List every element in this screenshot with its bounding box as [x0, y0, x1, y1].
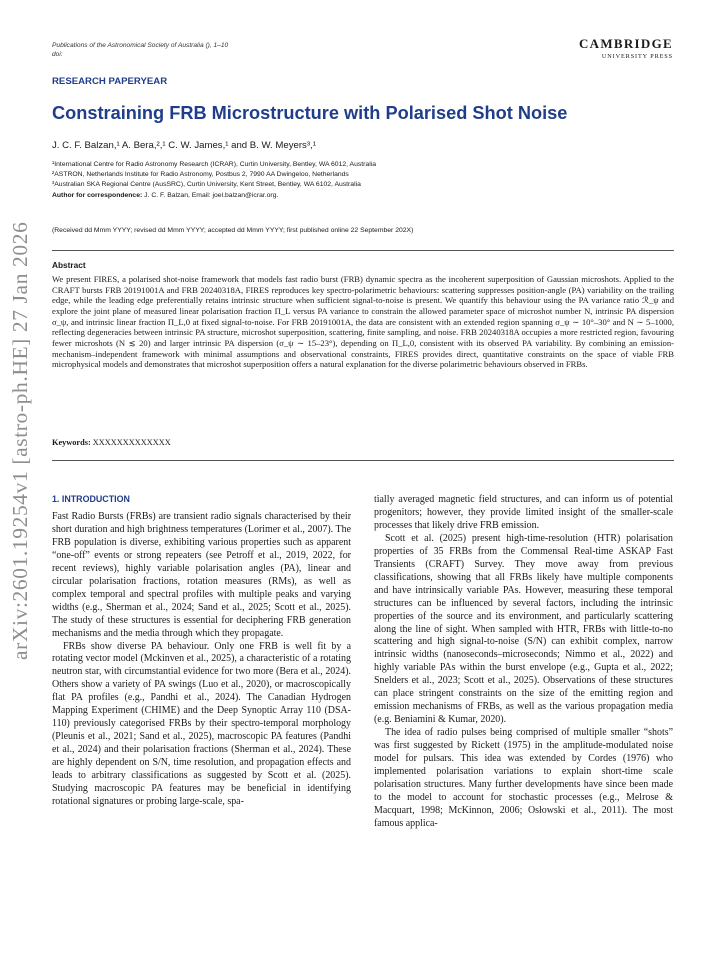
paragraph: Fast Radio Bursts (FRBs) are transient radio signals characterised by their short duration and high brightness temperatures (Lorimer et al., 2007). The FRB population is diverse, exhibiting various properties such as apparent “one-off” events or strong repeaters (see Petroff et al., 2019, 2022, for recent reviews), highly variable polarisation angles (PA), linear and circular polarisation fractions, rotation measures (RMs), as well as complex temporal and spectral profiles with multiple peaks and varying widths (e.g., Sherman et al., 2024; Sand et al., 2025; Scott et al., 2025). The study of these structures is essential for deciphering FRB generation mechanisms and the media through which they propagate. [52, 511, 351, 639]
affiliations [52, 160, 376, 201]
affiliation-3: ³Australian SKA Regional Centre (AusSRC), Curtin University, Kent Street, Bentley, WA 6102, Australia [52, 181, 361, 189]
paragraph: tially averaged magnetic field structures, and can inform us of potential progenitors; however, they provide limited insight of the smaller-scale processes that likely drive FRB emission. [374, 494, 673, 531]
doi-line: doi: [52, 50, 63, 58]
publisher-logo [579, 36, 673, 60]
keywords-value: XXXXXXXXXXXXX [92, 438, 171, 447]
correspondence-label: Author for correspondence: [52, 191, 143, 199]
correspondence-text: J. C. F. Balzan, Email: joel.balzan@icrar.org. [142, 191, 279, 199]
publisher-logo-main: CAMBRIDGE [578, 36, 673, 51]
divider-top [52, 250, 674, 251]
keywords-label: Keywords: [52, 438, 91, 447]
paragraph: Scott et al. (2025) present high-time-resolution (HTR) polarisation properties of 35 FRBs from the Commensal Real-time ASKAP Fast Transients (CRAFT) Survey. They move away from previous classifications, showing that all FRBs likely have multiple components and have intrinsically variable PAs. However, measuring these temporal structures can be influenced by several factors, including the intrinsic properties of the source and its environment, and particularly scattering along the line of sight. When sampled with HTR, FRBs with little-to-no scattering and high signal-to-noise (S/N) can exhibit complex, narrow intrinsic widths (nanoseconds–microseconds; Nimmo et al., 2022) and highly variable PAs within the burst envelope (e.g., Gupta et al., 2022; Snelders et al., 2023; Scott et al., 2025). Observations of these structures can place stringent constraints on the size of the emitting region and emission mechanisms of FRBs, as well as the various propagation media (e.g. Beniamini & Kumar, 2020). [374, 532, 673, 726]
publisher-logo-sub: UNIVERSITY PRESS [601, 53, 673, 60]
affiliation-2: ²ASTRON, Netherlands Institute for Radio Astronomy, Postbus 2, 7990 AA Dwingeloo, Netherlands [52, 171, 349, 179]
paragraph: The idea of radio pulses being comprised of multiple smaller “shots” was first suggested by Rickett (1975) in the amplitude-modulated noise model for pulsars. This idea was extended by Cordes (1976) who implemented polarisation variations to explain short-time scale polarisation structures. Many further developments have since been made to the model to account for stochastic processes (e.g., Melrose & Macquart, 1998; McKinnon, 2006; Osłowski et al., 2011). The most famous applica- [374, 727, 673, 829]
arxiv-stamp: arXiv:2601.19254v1 [astro-ph.HE] 27 Jan 2026 [8, 221, 32, 660]
section-heading: 1. INTRODUCTION [52, 494, 130, 504]
author-list: J. C. F. Balzan,¹ A. Bera,²,¹ C. W. James,¹ and B. W. Meyers³,¹ [52, 140, 316, 151]
right-column [374, 494, 673, 831]
abstract-text: We present FIRES, a polarised shot-noise framework that models fast radio burst (FRB) dynamic spectra as the incoherent superposition of Gaussian microshots. Applied to the CRAFT bursts FRB 20191001A and FRB 20240318A, FIRES reproduces key spectro-polarimetric behaviours: scattering suppresses position-angle (PA) variability on the trailing edge, while the leading edge preferentially retains intrinsic structure when sufficient signal-to-noise is present. We quantify this behaviour using the PA variance ratio ℛ_ψ and explore the joint plane of measured linear polarisation fraction Π_L versus PA variance to constrain the allowed parameter space of microshot number N, intrinsic PA dispersion σ_ψ, and intrinsic linear fraction Π_L,0 at fixed signal-to-noise. For FRB 20191001A, the data are consistent with an extended region spanning σ_ψ ∼ 10°–30° and N ∼ 5–1000, reflecting degeneracies between intrinsic PA structure, microshot superposition, scattering, finite sampling, and noise. FRB 20240318A occupies a more restricted region, favouring fewer microshots (N ≲ 20) and larger intrinsic PA dispersion (σ_ψ ∼ 15–23°), depending on Π_L,0, consistent with its observed PA variability. By combining an emission-mechanism–independent framework with minimal assumptions and observational constraints, FIRES provides direct, quantitative constraints on the space of viable FRB microphysical models and demonstrates that microshot superposition offers a natural explanation for the diverse polarimetric behaviours observed in FRBs. [52, 274, 674, 370]
received-dates: (Received dd Mmm YYYY; revised dd Mmm YYYY; accepted dd Mmm YYYY; first published online 22 September 202X) [52, 227, 414, 234]
paper-type: RESEARCH PAPERYEAR [52, 76, 168, 87]
paragraph: FRBs show diverse PA behaviour. Only one FRB is well fit by a rotating vector model (Mckinven et al., 2025), a characteristic of a rotating neutron star, with circumstantial evidence for two more (Bera et al., 2024). Others show a variety of PA swings (Luo et al., 2020), or macroscopically flat PA profiles (e.g., Pandhi et al., 2024). The Canadian Hydrogen Mapping Experiment (CHIME) and the Deep Synoptic Array 110 (DSA-110) previously categorised FRBs by their spectro-temporal morphology (Pleunis et al., 2021; Sand et al., 2025), macroscopic PA features (Pandhi et al., 2024) and their polarisation fractions (Sherman et al., 2024). These are highly dependent on S/N, time resolution, and propagation effects and leads to arbitrary classifications as suggested by Scott et al. (2025). Studying macroscopic PA features may be beneficial in identifying rotational signatures or probing large-scale, spa- [52, 640, 351, 807]
abstract-heading: Abstract [52, 260, 86, 270]
paper-title: Constraining FRB Microstructure with Polarised Shot Noise [52, 103, 568, 123]
divider-bottom [52, 460, 674, 461]
affiliation-1: ¹International Centre for Radio Astronomy Research (ICRAR), Curtin University, Bentley, WA 6012, Australia [52, 161, 376, 168]
left-column [52, 511, 351, 809]
journal-citation: Publications of the Astronomical Society of Australia (), 1–10 [52, 42, 229, 49]
correspondence [52, 191, 376, 201]
keywords-line [52, 438, 171, 447]
journal-header [52, 42, 228, 59]
